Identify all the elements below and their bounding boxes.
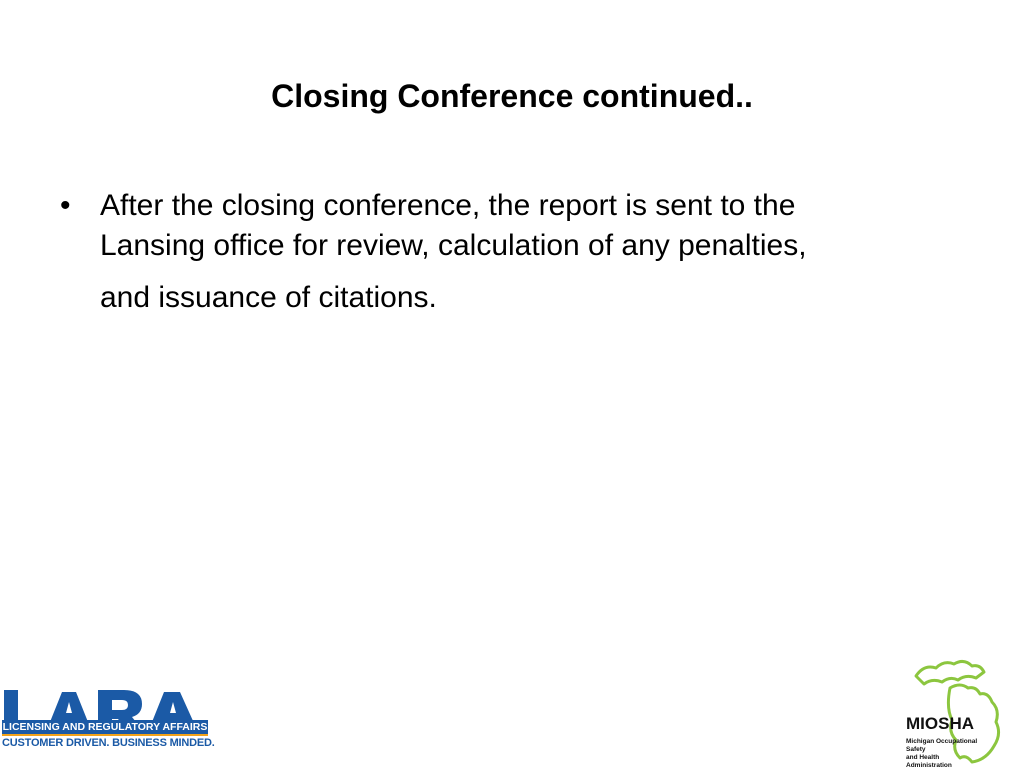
miosha-subtitle-line-2: and Health Administration bbox=[906, 754, 952, 768]
lara-tagline-motto: CUSTOMER DRIVEN. BUSINESS MINDED. bbox=[2, 737, 215, 749]
bullet-line-2: Lansing office for review, calculation of any penalties, bbox=[100, 229, 807, 262]
lara-logo bbox=[2, 686, 215, 766]
bullet-line-1: After the closing conference, the report is sent to the bbox=[100, 189, 796, 222]
bullet-item bbox=[60, 186, 960, 318]
bullet-list bbox=[60, 186, 960, 318]
miosha-subtitle-line-1: Michigan Occupational Safety bbox=[906, 738, 978, 753]
lara-tagline-agency: LICENSING AND REGULATORY AFFAIRS bbox=[2, 721, 208, 733]
miosha-name: MIOSHA bbox=[906, 714, 974, 733]
miosha-logo bbox=[902, 654, 1022, 766]
miosha-subtitle bbox=[906, 738, 986, 768]
bullet-marker: • bbox=[60, 189, 71, 222]
bullet-line-3: and issuance of citations. bbox=[100, 281, 437, 314]
slide-title: Closing Conference continued.. bbox=[271, 78, 753, 114]
